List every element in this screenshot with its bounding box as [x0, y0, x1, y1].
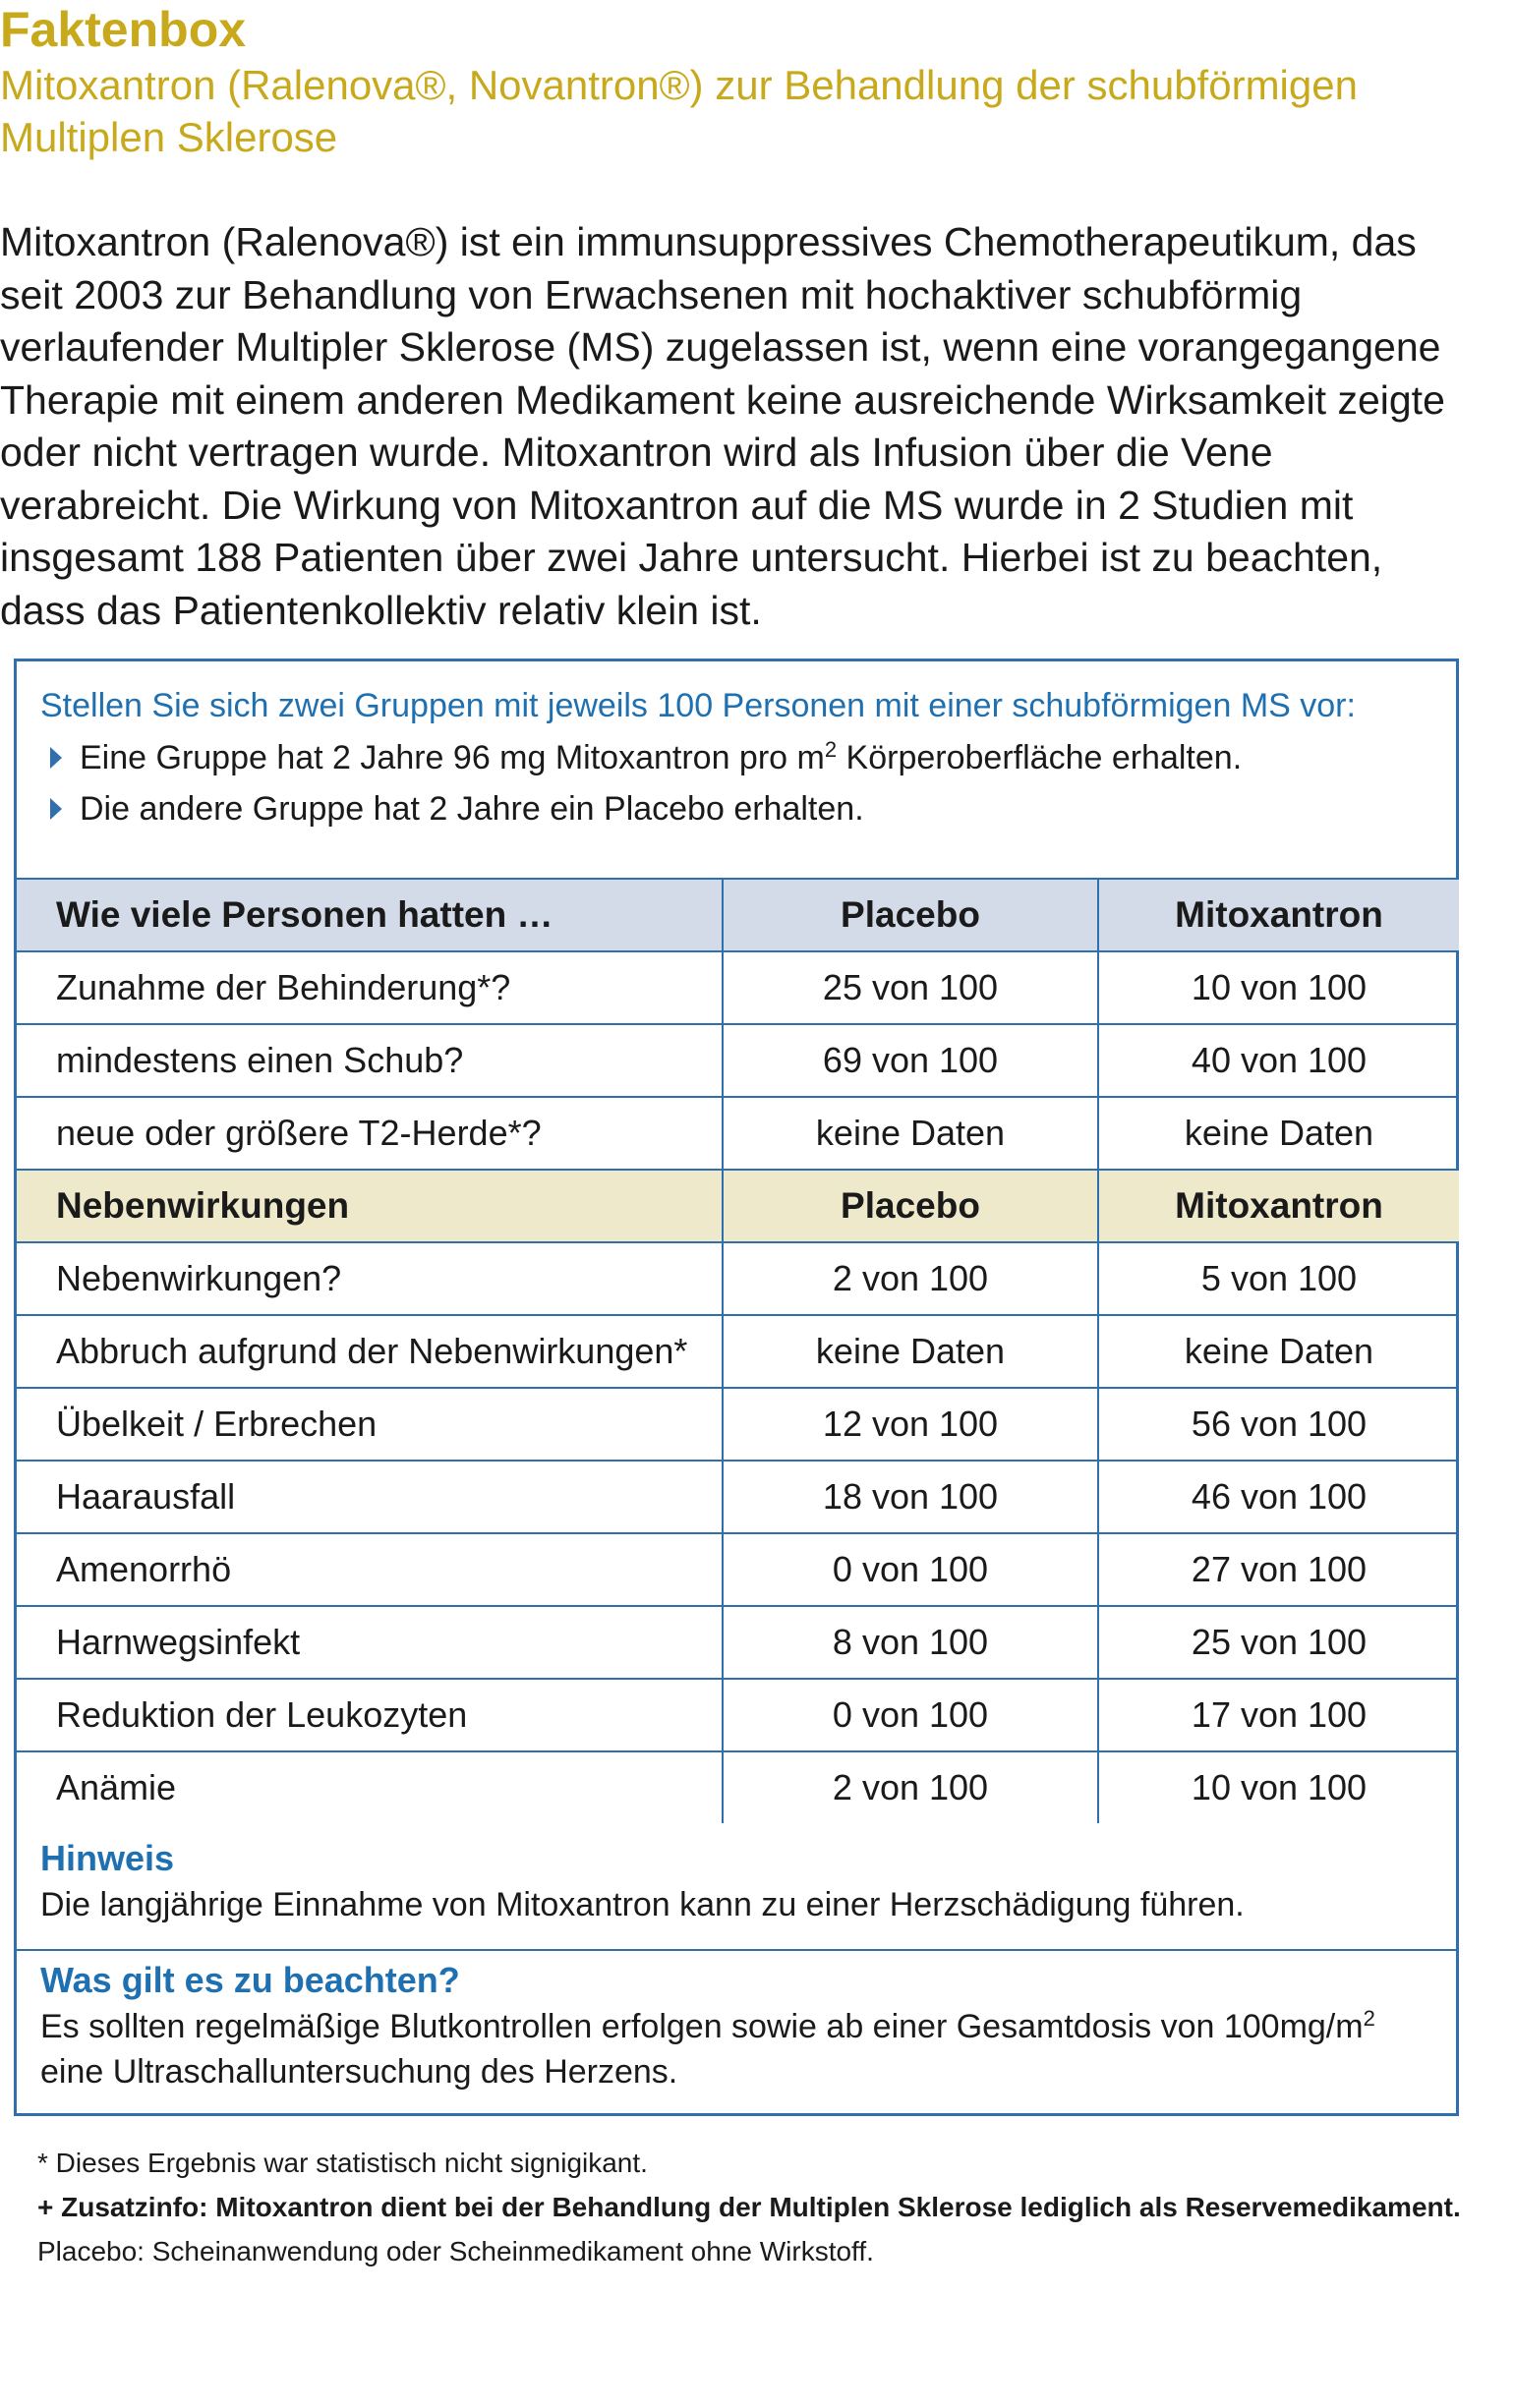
triangle-bullet-icon: [50, 747, 62, 769]
triangle-bullet-icon: [50, 798, 62, 820]
table-row: [17, 1533, 1459, 1606]
row-label: Wie viele Personen hatten …: [17, 880, 723, 951]
hint-section: [40, 1835, 1436, 1927]
note-text-end: eine Ultraschalluntersuchung des Herzens.: [40, 2053, 678, 2091]
table-header-row: [17, 880, 1459, 951]
row-label: Zunahme der Behinderung*?: [17, 951, 723, 1024]
scenario-section: [40, 679, 1436, 834]
note-heading: Was gilt es zu beachten?: [40, 1960, 460, 2000]
table-row: [17, 1024, 1459, 1097]
placebo-value: Placebo: [723, 1170, 1098, 1242]
mitoxantron-value: 10 von 100: [1191, 1767, 1368, 1807]
page-subtitle: Mitoxantron (Ralenova®, Novantron®) zur Behandlung der schubförmigen Multiplen Sklerose: [0, 62, 1358, 160]
mitoxantron-value: 46 von 100: [1098, 1461, 1459, 1533]
placebo-value: 12 von 100: [723, 1388, 1098, 1461]
row-label: neue oder größere T2-Herde*?: [17, 1097, 723, 1170]
table-row: [17, 1242, 1459, 1315]
row-label: Nebenwirkungen?: [17, 1242, 723, 1315]
mitoxantron-value: Mitoxantron: [1098, 880, 1459, 951]
table-row: [17, 951, 1459, 1024]
superscript: 2: [1363, 2006, 1375, 2031]
mitoxantron-value: keine Daten: [1098, 1097, 1459, 1170]
footnote-placebo: Placebo: Scheinanwendung oder Scheinmedikament ohne Wirkstoff.: [37, 2236, 874, 2266]
scenario-bullet-placebo: [40, 783, 1436, 834]
mitoxantron-value: 40 von 100: [1098, 1024, 1459, 1097]
mitoxantron-value: 5 von 100: [1098, 1242, 1459, 1315]
table-row: [17, 1679, 1459, 1751]
mitoxantron-value: 17 von 100: [1098, 1679, 1459, 1751]
placebo-value: keine Daten: [723, 1097, 1098, 1170]
intro-paragraph: Mitoxantron (Ralenova®) ist ein immunsuppressives Chemotherapeutikum, das seit 2003 zur Behandlung von Erwachsenen mit hochaktiver schubförmig verlaufender Multipler Sklerose (MS) zugelassen ist, wenn eine vorangegangene Therapie mit einem anderen Medikament keine ausreichende Wirksamkeit zeigte oder nicht vertragen wurde. Mitoxantron wird als Infusion über die Vene verabreicht. Die Wirkung von Mitoxantron auf die MS wurde in 2 Studien mit insgesamt 188 Patienten über zwei Jahre untersucht. Hierbei ist zu beachten, dass das Patientenkollektiv relativ klein ist.: [0, 219, 1445, 633]
placebo-value: Placebo: [723, 880, 1098, 951]
row-label: Amenorrhö: [17, 1533, 723, 1606]
mitoxantron-value: 10 von 100: [1098, 951, 1459, 1024]
placebo-value: 2 von 100: [723, 1751, 1098, 1823]
bullet-text: Eine Gruppe hat 2 Jahre 96 mg Mitoxantron pro m: [80, 739, 825, 776]
table-row: [17, 1606, 1459, 1679]
hint-heading: Hinweis: [40, 1838, 175, 1878]
row-label: Übelkeit / Erbrechen: [17, 1388, 723, 1461]
row-label: Abbruch aufgrund der Nebenwirkungen*: [17, 1315, 723, 1388]
row-label: Haarausfall: [17, 1461, 723, 1533]
row-label: Harnwegsinfekt: [17, 1606, 723, 1679]
mitoxantron-value: Mitoxantron: [1098, 1170, 1459, 1242]
note-text-start: Es sollten regelmäßige Blutkontrollen erfolgen sowie ab einer Gesamtdosis von 100mg/m: [40, 2008, 1364, 2045]
placebo-value: keine Daten: [723, 1315, 1098, 1388]
placebo-value: 0 von 100: [723, 1679, 1098, 1751]
table-row: [17, 1388, 1459, 1461]
placebo-value: 18 von 100: [723, 1461, 1098, 1533]
placebo-value: 69 von 100: [723, 1024, 1098, 1097]
divider: [17, 1949, 1456, 1951]
scenario-question: Stellen Sie sich zwei Gruppen mit jeweils 100 Personen mit einer schubförmigen MS vor:: [40, 687, 1356, 724]
note-section: [40, 1957, 1436, 2094]
table-row: [17, 1097, 1459, 1170]
table-row: [17, 1751, 1459, 1823]
mitoxantron-value: 27 von 100: [1098, 1533, 1459, 1606]
placebo-value: 8 von 100: [723, 1606, 1098, 1679]
row-label: Nebenwirkungen: [17, 1170, 723, 1242]
hint-text: Die langjährige Einnahme von Mitoxantron kann zu einer Herzschädigung führen.: [40, 1886, 1245, 1923]
footnote-plus: + Zusatzinfo: Mitoxantron dient bei der Behandlung der Multiplen Sklerose lediglich als Reservemedikament.: [37, 2192, 1461, 2222]
footnotes: [37, 2141, 1473, 2273]
note-text: [40, 2004, 1436, 2094]
row-label: Anämie: [17, 1751, 723, 1823]
table-row: [17, 1315, 1459, 1388]
row-label: mindestens einen Schub?: [17, 1024, 723, 1097]
results-table: [17, 880, 1459, 1823]
superscript: 2: [824, 737, 838, 762]
row-label: Reduktion der Leukozyten: [17, 1679, 723, 1751]
comparison-box: [14, 659, 1459, 2116]
table-row: [17, 1461, 1459, 1533]
placebo-value: 25 von 100: [723, 951, 1098, 1024]
bullet-text-end: Körperoberfläche erhalten.: [837, 739, 1243, 776]
placebo-value: 0 von 100: [723, 1533, 1098, 1606]
side-effects-header-row: [17, 1170, 1459, 1242]
footnote-star: * Dieses Ergebnis war statistisch nicht signigikant.: [37, 2148, 648, 2178]
mitoxantron-value: keine Daten: [1098, 1315, 1459, 1388]
scenario-bullet-treatment: [40, 732, 1436, 783]
placebo-value: 2 von 100: [723, 1242, 1098, 1315]
bullet-text: Die andere Gruppe hat 2 Jahre ein Placebo erhalten.: [80, 790, 864, 828]
mitoxantron-value: 25 von 100: [1098, 1606, 1459, 1679]
page-title: Faktenbox: [0, 2, 247, 57]
mitoxantron-value: 56 von 100: [1098, 1388, 1459, 1461]
